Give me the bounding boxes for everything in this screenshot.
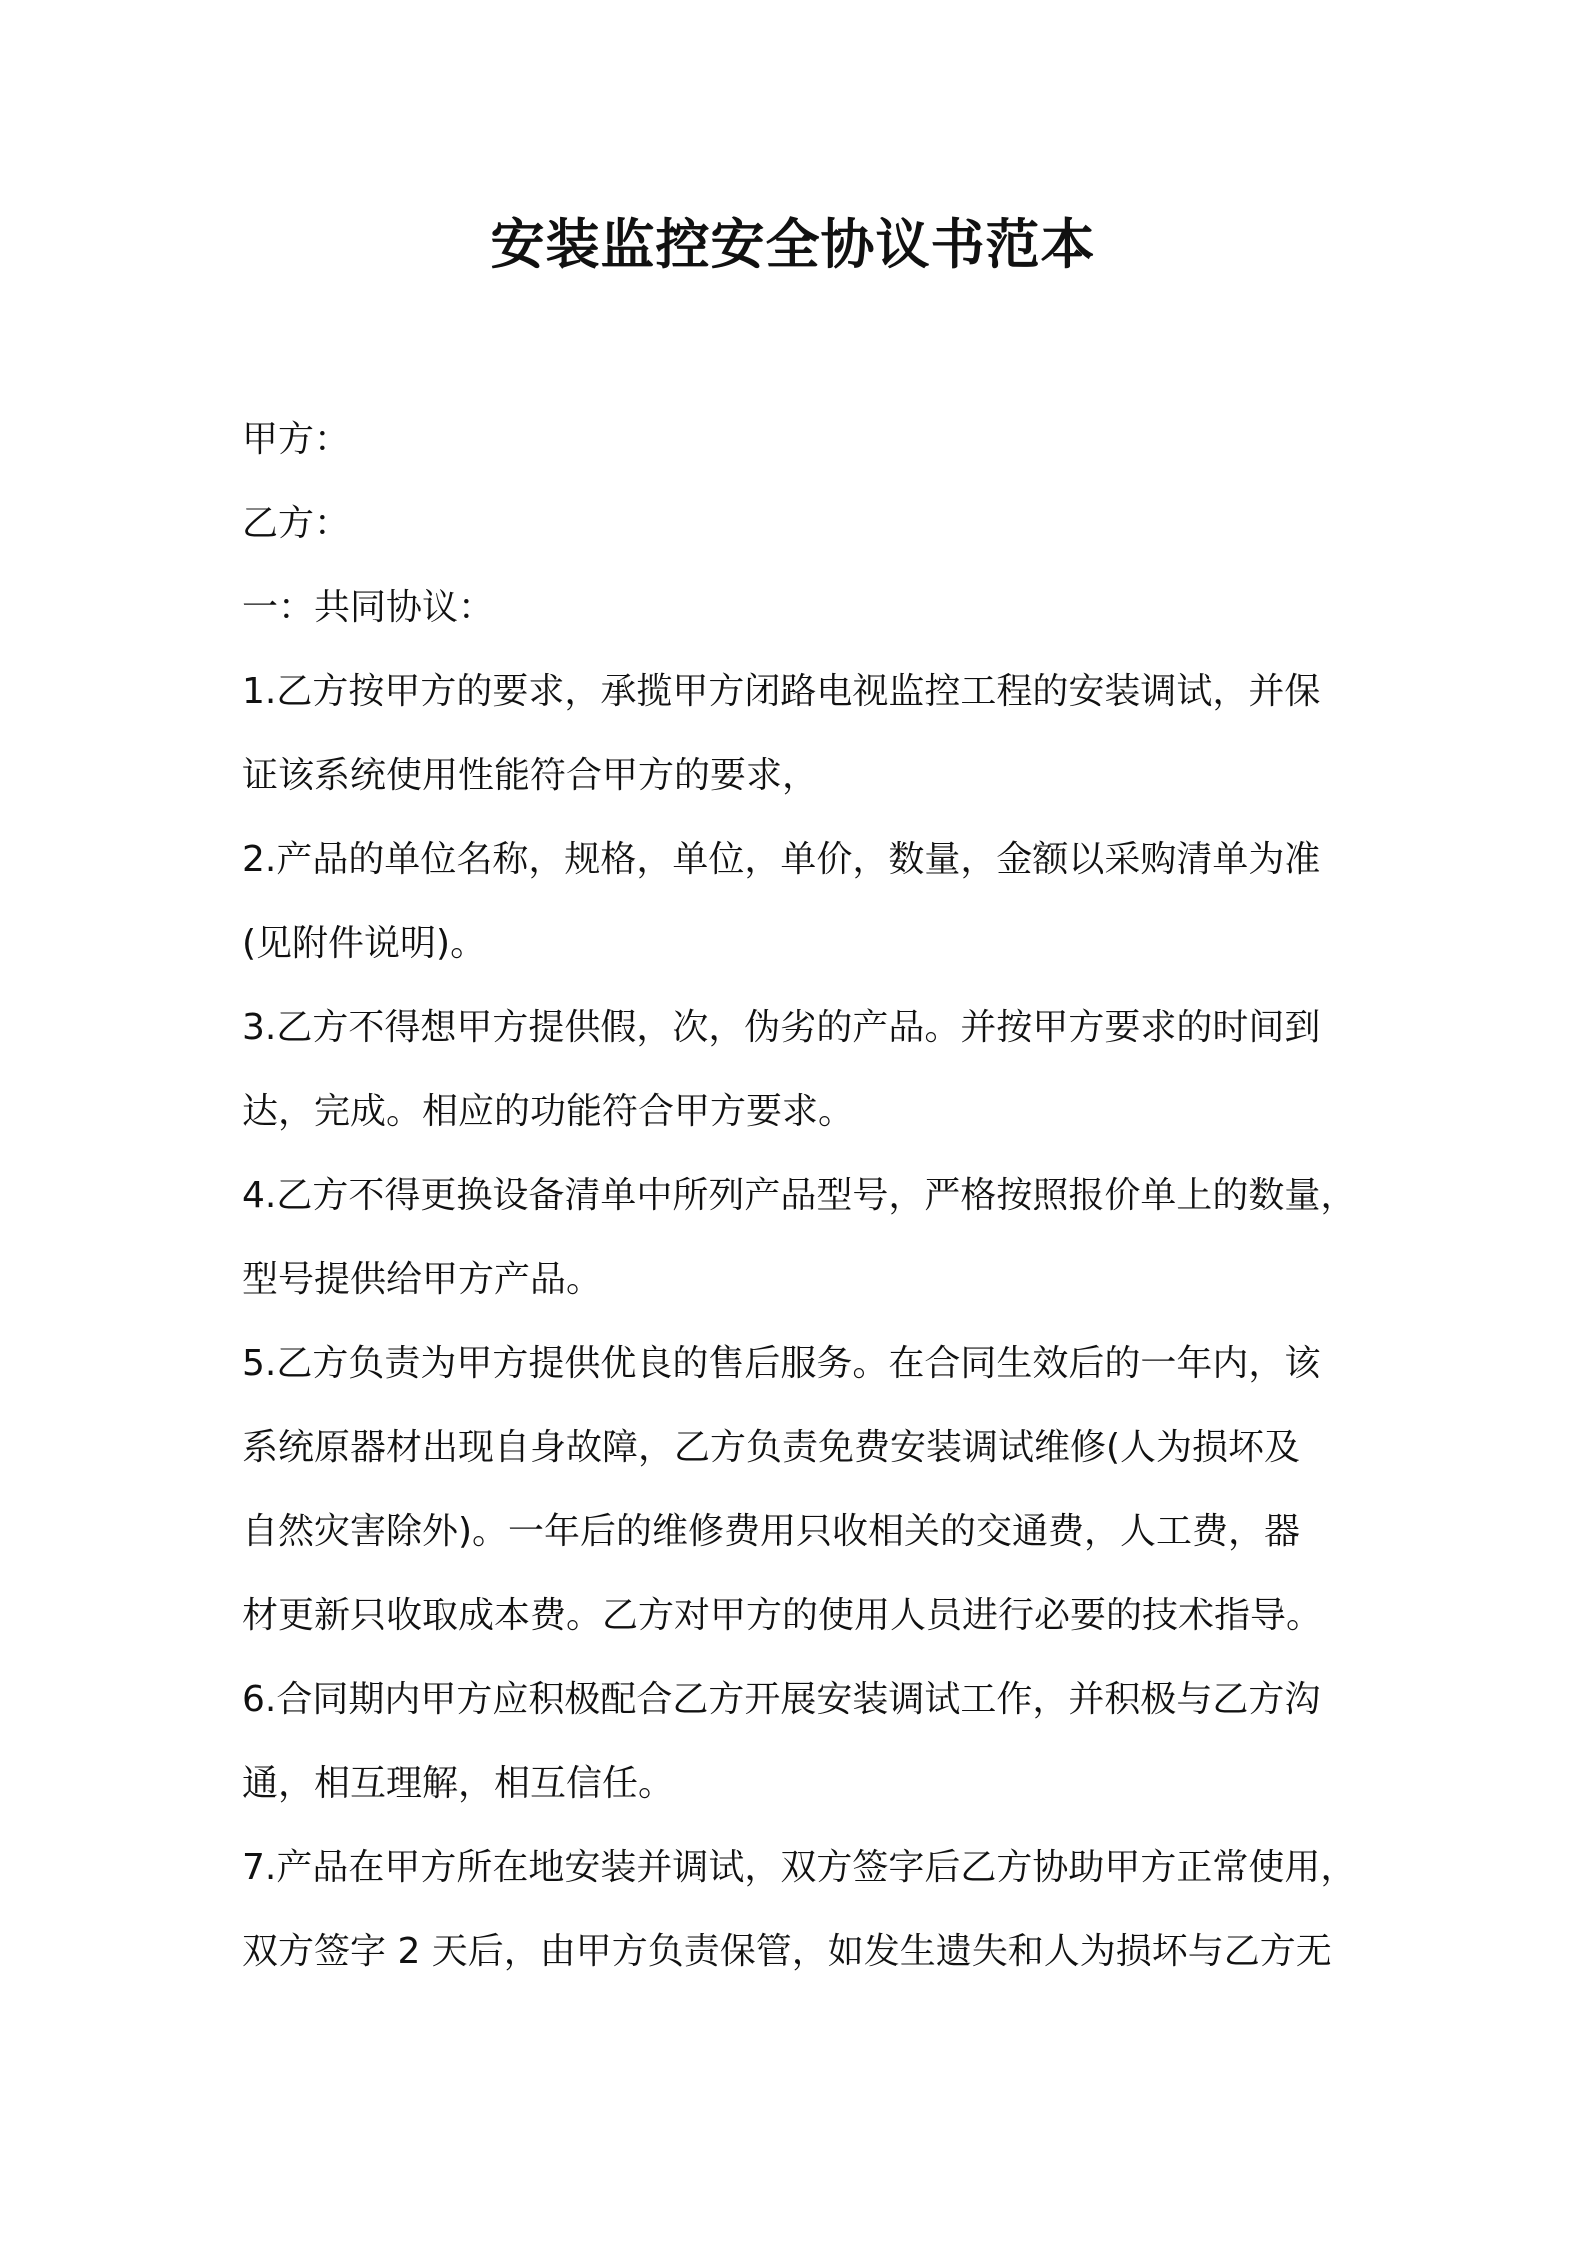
clause-line: 3.乙方不得想甲方提供假，次，伪劣的产品。并按甲方要求的时间到 bbox=[242, 1007, 1321, 1048]
clause-line: 6.合同期内甲方应积极配合乙方开展安装调试工作，并积极与乙方沟 bbox=[242, 1679, 1321, 1720]
clause-line: 7.产品在甲方所在地安装并调试，双方签字后乙方协助甲方正常使用， bbox=[242, 1847, 1357, 1888]
clause-line: 证该系统使用性能符合甲方的要求， bbox=[242, 755, 819, 796]
clause-line: 系统原器材出现自身故障，乙方负责免费安装调试维修(人为损坏及 bbox=[242, 1427, 1301, 1468]
clause-line: 达，完成。相应的功能符合甲方要求。 bbox=[242, 1091, 855, 1132]
clause-line: 1.乙方按甲方的要求，承揽甲方闭路电视监控工程的安装调试，并保 bbox=[242, 671, 1321, 712]
clause-line: 2.产品的单位名称，规格，单位，单价，数量，金额以采购清单为准 bbox=[242, 839, 1321, 880]
clause-line: (见附件说明)。 bbox=[242, 923, 487, 964]
clause-line: 4.乙方不得更换设备清单中所列产品型号，严格按照报价单上的数量， bbox=[242, 1175, 1357, 1216]
party-b-label: 乙方： bbox=[242, 503, 351, 544]
section-heading: 一：共同协议： bbox=[242, 587, 495, 628]
clause-line: 5.乙方负责为甲方提供优良的售后服务。在合同生效后的一年内，该 bbox=[242, 1343, 1321, 1384]
clause-line: 材更新只收取成本费。乙方对甲方的使用人员进行必要的技术指导。 bbox=[242, 1595, 1323, 1636]
party-a-label: 甲方： bbox=[242, 419, 351, 460]
clause-line: 型号提供给甲方产品。 bbox=[242, 1259, 603, 1300]
document-title: 安装监控安全协议书范本 bbox=[490, 213, 1096, 276]
clause-line: 通，相互理解，相互信任。 bbox=[242, 1763, 675, 1804]
clause-line: 自然灾害除外)。一年后的维修费用只收相关的交通费，人工费，器 bbox=[242, 1511, 1301, 1552]
clause-line: 双方签字 2 天后，由甲方负责保管，如发生遗失和人为损坏与乙方无 bbox=[242, 1931, 1332, 1972]
